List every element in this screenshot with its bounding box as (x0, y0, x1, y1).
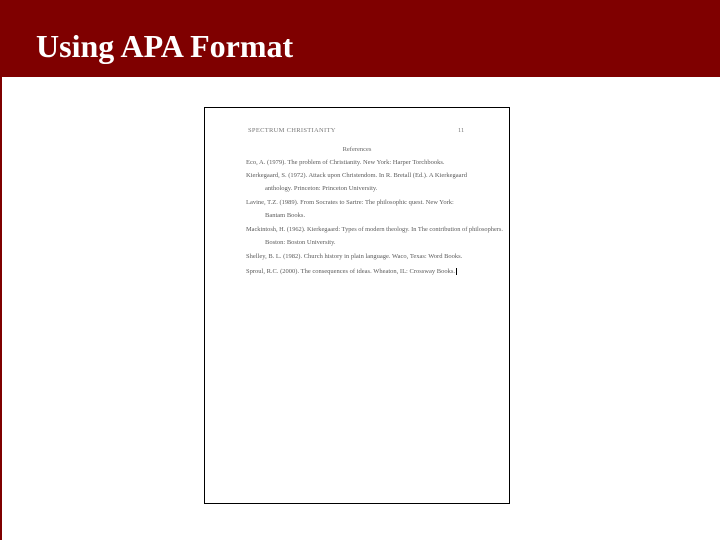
reference-line: Shelley, B. L. (1982). Church history in plain language. Waco, Texas: Word Books. (246, 253, 463, 260)
reference-line-text: Sproul, R.C. (2000). The consequences of ideas. Wheaton, IL: Crossway Books. (246, 268, 455, 275)
running-head: SPECTRUM CHRISTIANITY (248, 127, 336, 134)
reference-line: Kierkegaard, S. (1972). Attack upon Christendom. In R. Bretall (Ed.). A Kierkegaard (246, 172, 467, 179)
reference-line: Boston: Boston University. (265, 239, 336, 246)
title-bar (0, 0, 720, 77)
slide-left-border (0, 77, 2, 540)
reference-line: Bantam Books. (265, 212, 306, 219)
reference-line-last (246, 268, 457, 276)
page-number: 11 (458, 127, 465, 134)
document-page-thumbnail (204, 107, 510, 504)
slide-title: Using APA Format (36, 28, 294, 64)
reference-line: Eco, A. (1979). The problem of Christianity. New York: Harper Torchbooks. (246, 159, 445, 166)
text-cursor (456, 268, 457, 275)
reference-line: anthology. Princeton: Princeton University. (265, 185, 378, 192)
references-heading: References (342, 146, 372, 153)
reference-line: Mackintosh, H. (1962). Kierkegaard: Types of modern theology. In The contribution of philosophers. (246, 226, 503, 233)
reference-line: Lavine, T.Z. (1989). From Socrates to Sartre: The philosophic quest. New York: (246, 199, 454, 206)
